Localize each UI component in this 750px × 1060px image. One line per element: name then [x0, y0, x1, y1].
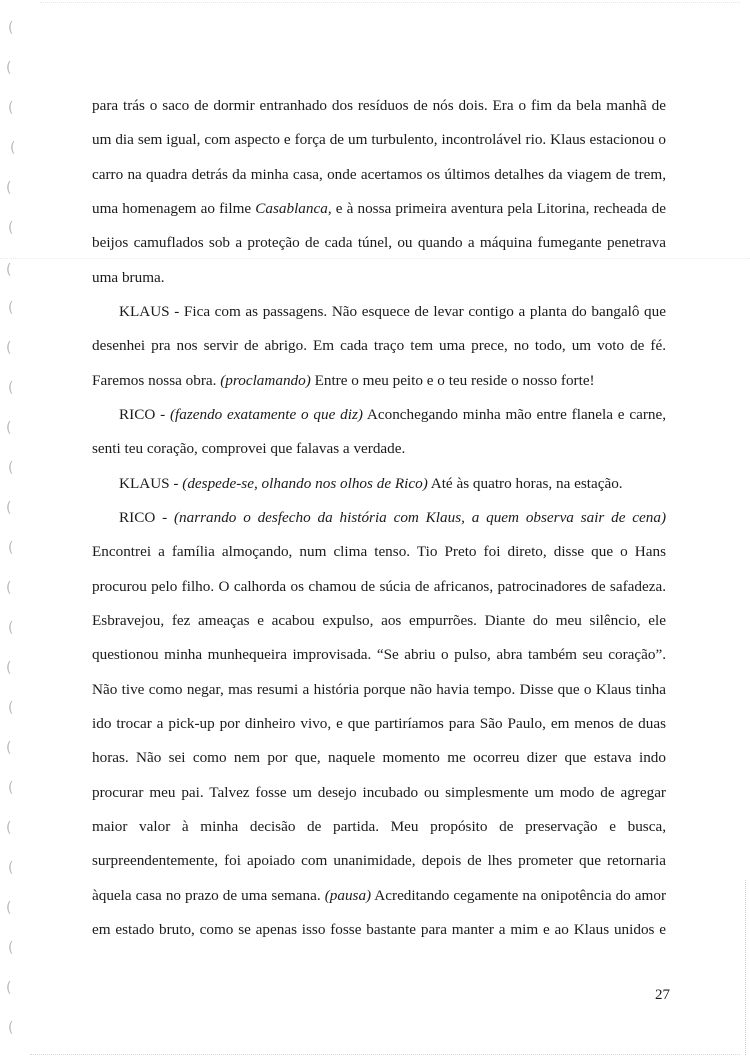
text-line: uma homenagem ao filme Casablanca, e à nossa primeira aventura pela Litorina, recheada de	[92, 199, 666, 217]
text-line: um dia sem igual, com aspecto e força de um turbulento, incontrolável rio. Klaus estacionou o	[92, 131, 666, 149]
text-line: KLAUS - (despede-se, olhando nos olhos de Rico) Até às quatro horas, na estação.	[119, 474, 623, 492]
text-line: Faremos nossa obra. (proclamando) Entre o meu peito e o teu reside o nosso forte!	[92, 371, 595, 389]
text-line: desenhei pra nos servir de abrigo. Em cada traço tem uma prece, no todo, um voto de fé.	[92, 337, 666, 355]
text-line: àquela casa no prazo de uma semana. (pausa) Acreditando cegamente na onipotência do amor	[92, 886, 667, 904]
text-line: RICO - (narrando o desfecho da história com Klaus, a quem observa sair de cena)	[119, 508, 667, 526]
text-line: ido trocar a pick-up por dinheiro vivo, e que partiríamos para São Paulo, em menos de duas	[92, 714, 666, 732]
scan-artifact-right	[745, 880, 747, 1055]
text-line: surpreendentemente, foi apoiado com unanimidade, depois de lhes prometer que retornaria	[92, 852, 666, 870]
text-line: procurar meu pai. Talvez fosse um desejo incubado ou simplesmente um modo de agregar	[92, 783, 666, 801]
text-line: uma bruma.	[92, 268, 165, 286]
binding-holes-edge: ( ( ( ( ( ( ( ( ( ( ( ( ( ( ( ( ( ( ( ( ( ( ( ( ( (	[6, 20, 16, 1036]
scan-artifact-top	[40, 2, 740, 9]
text-line: RICO - (fazendo exatamente o que diz) Aconchegando minha mão entre flanela e carne,	[119, 405, 667, 423]
text-line: Esbravejou, fez ameaças e acabou expulso, aos empurrões. Diante do meu silêncio, ele	[92, 611, 666, 629]
page-number: 27	[655, 987, 670, 1003]
text-line: Não tive como negar, mas resumi a história porque não havia tempo. Disse que o Klaus tinha	[92, 680, 666, 698]
text-line: procurou pelo filho. O calhorda os chamou de súcia de africanos, patrocinadores de safadeza.	[92, 577, 666, 595]
text-line: senti teu coração, comprovei que falavas a verdade.	[92, 440, 406, 458]
text-line: em estado bruto, como se apenas isso fosse bastante para manter a mim e ao Klaus unidos e	[92, 920, 666, 938]
scan-artifact-bottom	[30, 1054, 740, 1056]
text-line: carro na quadra detrás da minha casa, onde acertamos os últimos detalhes da viagem de trem,	[92, 165, 666, 183]
body-text	[92, 89, 666, 947]
text-line: horas. Não sei como nem por que, naquele momento me ocorreu dizer que estava indo	[92, 749, 666, 767]
text-line: questionou minha munhequeira improvisada. “Se abriu o pulso, abra também seu coração”.	[92, 646, 666, 664]
text-line: Encontrei a família almoçando, num clima tenso. Tio Preto foi direto, disse que o Hans	[92, 543, 666, 561]
text-line: beijos camuflados sob a proteção de cada túnel, ou quando a máquina fumegante penetrava	[92, 234, 666, 252]
text-line: maior valor à minha decisão de partida. Meu propósito de preservação e busca,	[92, 817, 666, 835]
text-line: KLAUS - Fica com as passagens. Não esquece de levar contigo a planta do bangalô que	[119, 302, 666, 320]
text-line: para trás o saco de dormir entranhado dos resíduos de nós dois. Era o fim da bela manhã de	[92, 97, 666, 114]
